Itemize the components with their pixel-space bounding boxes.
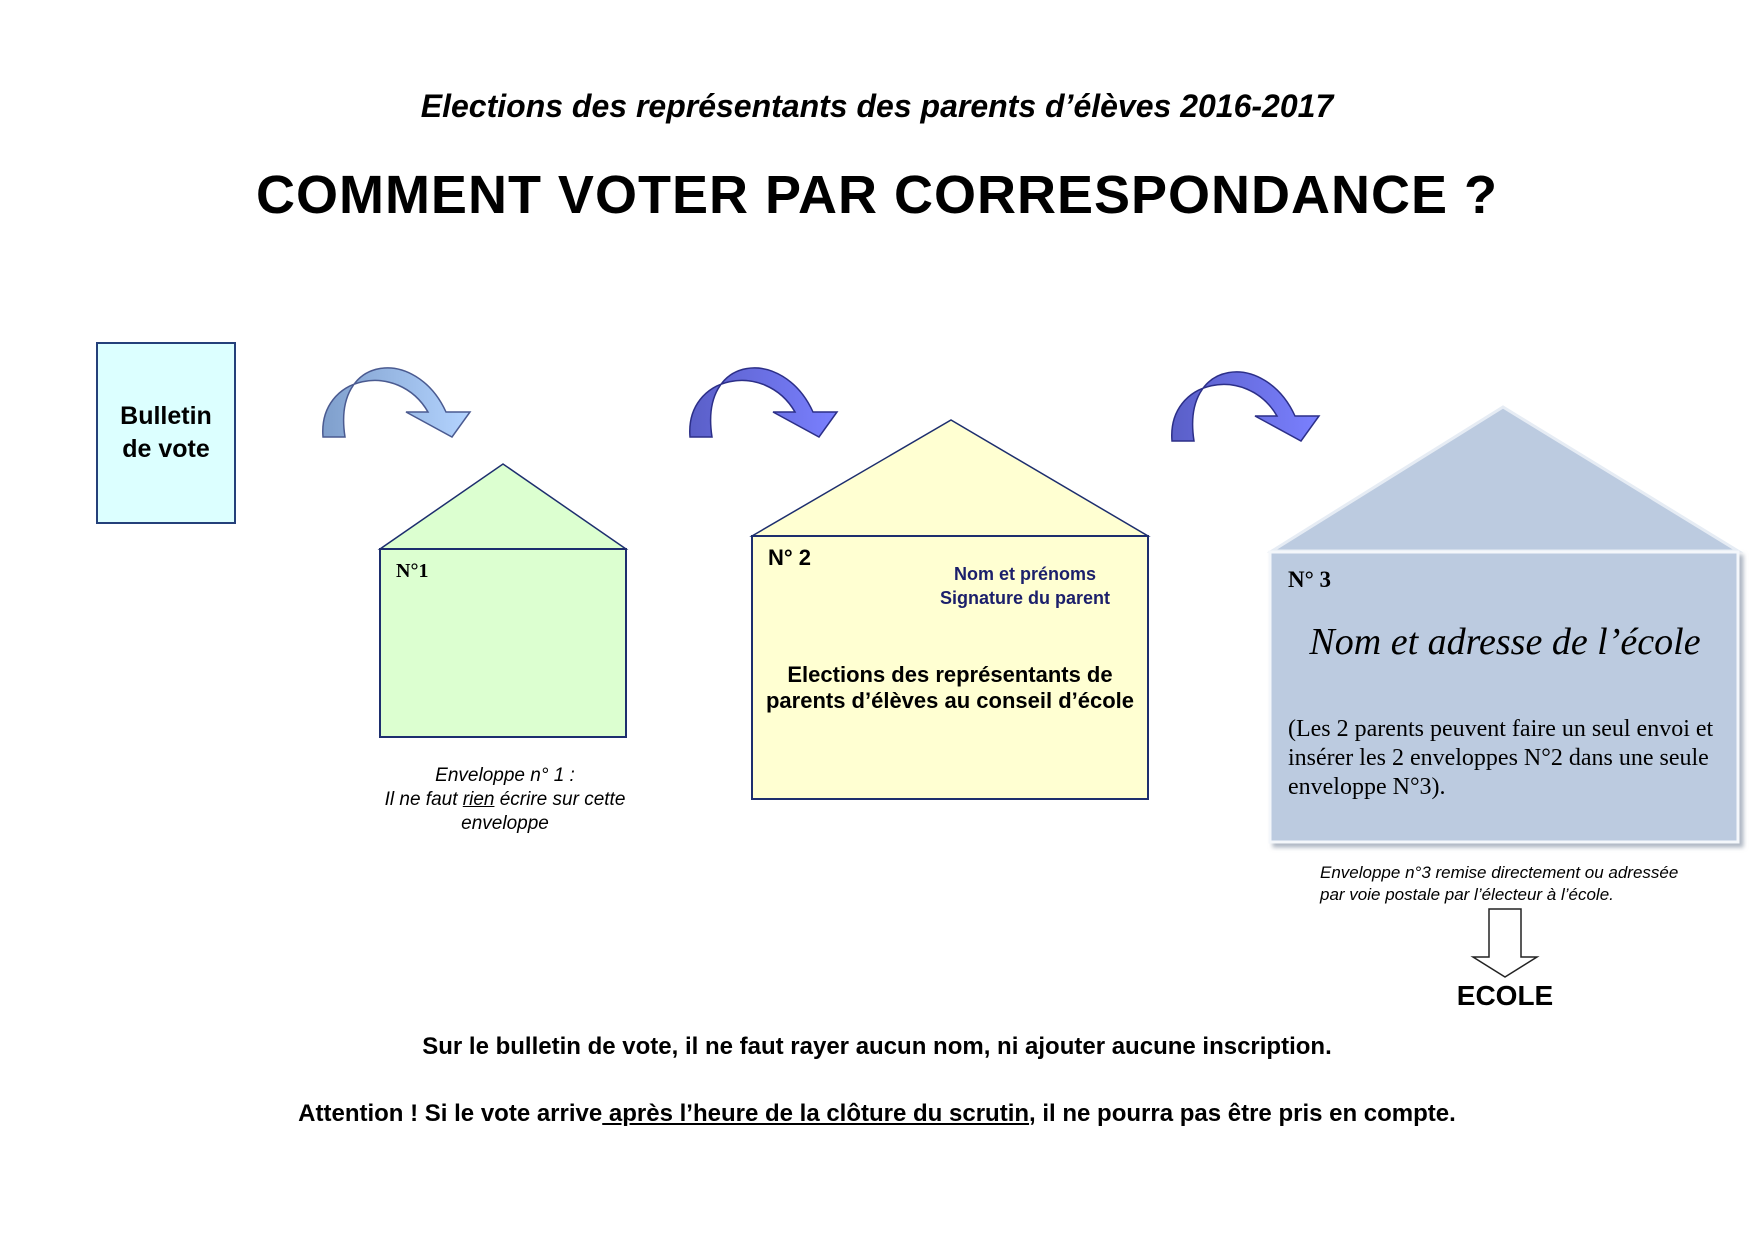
envelope-2-body: Elections des représentants de parents d’élèves au conseil d’école xyxy=(765,662,1135,713)
curved-arrow-icon xyxy=(323,368,470,437)
envelope-1-number: N°1 xyxy=(396,560,429,582)
destination-label: ECOLE xyxy=(1456,980,1554,1011)
rule-emphasis: après l’heure de la clôture du scrutin xyxy=(602,1100,1030,1127)
envelope-1-caption xyxy=(380,764,630,836)
envelope-3-note: (Les 2 parents peuvent faire un seul envoi et insérer les 2 enveloppes N°2 dans une seule enveloppe N°3). xyxy=(1288,716,1714,800)
ballot-label: Bulletin de vote xyxy=(120,402,212,463)
curved-arrow-icon xyxy=(1172,372,1319,441)
envelope-1 xyxy=(380,464,626,737)
sender-name-line: Nom et prénoms xyxy=(953,564,1097,584)
envelope-2-number: N° 2 xyxy=(768,545,812,570)
caption-part: Il ne faut xyxy=(384,789,458,810)
curved-arrow-icon xyxy=(690,368,837,437)
subtitle: Elections des représentants des parents d’élèves 2016-2017 xyxy=(420,88,1334,124)
rule-line-2 xyxy=(0,1100,1754,1128)
caption-part: écrire sur cette enveloppe xyxy=(461,789,626,834)
page-title: COMMENT VOTER PAR CORRESPONDANCE ? xyxy=(255,165,1499,225)
envelope-3-number: N° 3 xyxy=(1288,567,1332,592)
caption-line1: Enveloppe n° 1 : xyxy=(435,765,575,786)
envelope-3-address: Nom et adresse de l’école xyxy=(1309,621,1701,663)
envelope-2-sender xyxy=(900,562,1150,610)
rule-part: , il ne pourra pas être pris en compte. xyxy=(1029,1100,1456,1127)
sender-signature-line: Signature du parent xyxy=(939,588,1110,608)
rule-part: Attention ! Si le vote arrive xyxy=(298,1100,603,1127)
rule-line-1: Sur le bulletin de vote, il ne faut rayer aucun nom, ni ajouter aucune inscription. xyxy=(422,1033,1332,1060)
down-arrow-icon xyxy=(1473,909,1537,977)
caption-emphasis: rien xyxy=(462,789,495,810)
envelope-3-caption: Enveloppe n°3 remise directement ou adressée par voie postale par l’électeur à l’école. xyxy=(1320,863,1679,904)
